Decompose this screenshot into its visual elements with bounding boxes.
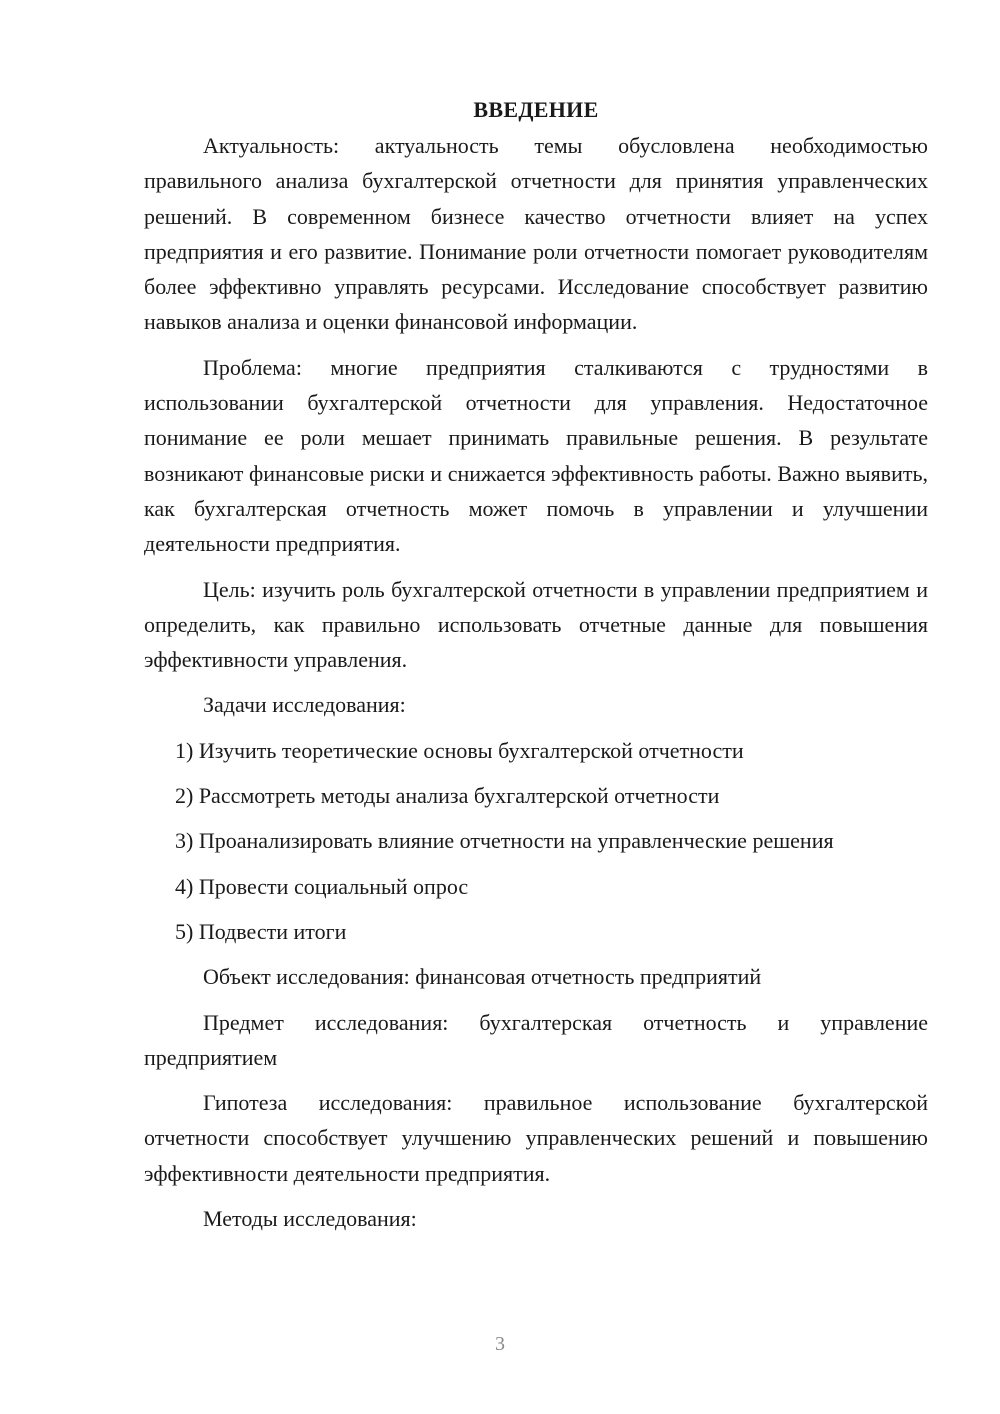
paragraph-goal: Цель: изучить роль бухгалтерской отчетности в управлении предприятием и определить, как правильно использовать отчетные данные для повышения эффективности управления.	[144, 576, 928, 673]
document-page	[144, 92, 928, 1246]
list-item: 2) Рассмотреть методы анализа бухгалтерской отчетности	[175, 783, 720, 809]
page-number: 3	[495, 1333, 505, 1355]
tasks-list	[144, 733, 928, 949]
list-item: 5) Подвести итоги	[175, 918, 347, 944]
paragraph-hypothesis: Гипотеза исследования: правильное использование бухгалтерской отчетности способствует улучшению управленческих решений и повышению эффективности деятельности предприятия.	[144, 1090, 928, 1186]
list-item: 4) Провести социальный опрос	[175, 873, 469, 899]
paragraph-object: Объект исследования: финансовая отчетность предприятий	[203, 964, 762, 990]
paragraph-tasks-heading: Задачи исследования:	[203, 692, 406, 718]
section-title: ВВЕДЕНИЕ	[473, 97, 599, 122]
paragraph-methods-heading: Методы исследования:	[203, 1206, 417, 1232]
paragraph-problem: Проблема: многие предприятия сталкиваются с трудностями в использовании бухгалтерской отчетности для управления. Недостаточное понимание ее роли мешает принимать правильные решения. В результате возникают финансовые риски и снижается эффективность работы. Важно выявить, как бухгалтерская отчетность может помочь в управлении и улучшении деятельности предприятия.	[144, 354, 928, 557]
paragraph-relevance: Актуальность: актуальность темы обусловлена необходимостью правильного анализа бухгалтерской отчетности для принятия управленческих решений. В современном бизнесе качество отчетности влияет на успех предприятия и его развитие. Понимание роли отчетности помогает руководителям более эффективно управлять ресурсами. Исследование способствует развитию навыков анализа и оценки финансовой информации.	[144, 133, 928, 335]
paragraph-subject: Предмет исследования: бухгалтерская отчетность и управление предприятием	[144, 1009, 928, 1070]
list-item: 1) Изучить теоретические основы бухгалтерской отчетности	[175, 737, 744, 763]
list-item: 3) Проанализировать влияние отчетности на управленческие решения	[175, 828, 834, 854]
